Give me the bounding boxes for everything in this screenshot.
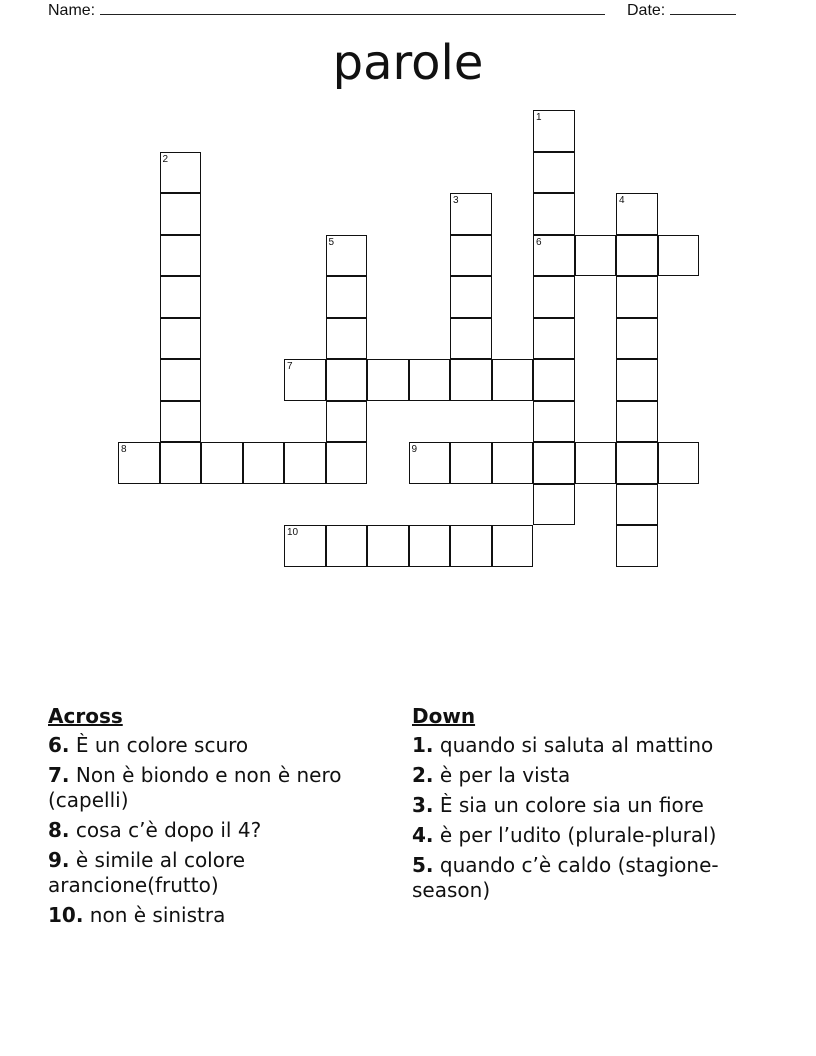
clue-item-text: Non è biondo e non è nero (capelli) <box>48 763 342 812</box>
grid-cell[interactable] <box>616 193 658 235</box>
clue-item-number: 8. <box>48 818 70 842</box>
clue-item-text: È un colore scuro <box>75 733 249 757</box>
grid-cell[interactable] <box>533 235 575 277</box>
grid-cell[interactable] <box>616 359 658 401</box>
clue-item <box>48 818 393 843</box>
grid-cell[interactable] <box>450 235 492 277</box>
clue-number: 7 <box>287 361 293 372</box>
grid-cell[interactable] <box>326 525 368 567</box>
clue-item <box>48 848 393 898</box>
grid-cell[interactable] <box>450 193 492 235</box>
grid-cell[interactable] <box>118 442 160 484</box>
grid-cell[interactable] <box>160 276 202 318</box>
grid-cell[interactable] <box>492 442 534 484</box>
grid-cell[interactable] <box>160 359 202 401</box>
clue-number: 3 <box>453 195 459 206</box>
grid-cell[interactable] <box>616 401 658 443</box>
page-title: parole <box>332 35 484 91</box>
clue-item-text: È sia un colore sia un fiore <box>439 793 704 817</box>
grid-cell[interactable] <box>616 525 658 567</box>
clue-number: 9 <box>411 444 418 455</box>
grid-cell[interactable] <box>450 318 492 360</box>
grid-cell[interactable] <box>284 525 326 567</box>
name-label: Name: <box>48 2 96 19</box>
grid-cell[interactable] <box>326 318 368 360</box>
clue-item-number: 2. <box>412 763 434 787</box>
grid-cell[interactable] <box>450 276 492 318</box>
grid-cell[interactable] <box>243 442 285 484</box>
down-heading: Down <box>412 704 476 728</box>
grid-cell[interactable] <box>658 442 700 484</box>
grid-cell[interactable] <box>533 110 575 152</box>
grid-cell[interactable] <box>533 442 575 484</box>
clue-item-text: quando si saluta al mattino <box>439 733 714 757</box>
grid-cell[interactable] <box>533 318 575 360</box>
across-clue-list <box>48 733 393 928</box>
clue-number: 4 <box>619 195 625 206</box>
across-clues <box>48 702 393 933</box>
clue-item-number: 7. <box>48 763 70 787</box>
clue-number: 8 <box>121 444 127 455</box>
grid-cell[interactable] <box>409 525 451 567</box>
clue-number: 2 <box>162 153 169 165</box>
clue-item-number: 10. <box>48 903 84 927</box>
grid-cell[interactable] <box>533 401 575 443</box>
grid-cell[interactable] <box>450 442 492 484</box>
grid-cell[interactable] <box>533 193 575 235</box>
grid-cell[interactable] <box>326 442 368 484</box>
grid-cell[interactable] <box>450 359 492 401</box>
grid-cell[interactable] <box>326 359 368 401</box>
clue-item-number: 4. <box>412 823 434 847</box>
grid-cell[interactable] <box>367 359 409 401</box>
grid-cell[interactable] <box>616 235 658 277</box>
clue-item <box>48 903 393 928</box>
grid-cell[interactable] <box>575 235 617 277</box>
grid-cell[interactable] <box>616 318 658 360</box>
grid-cell[interactable] <box>326 401 368 443</box>
clue-item-text: è simile al colore arancione(frutto) <box>48 848 246 897</box>
grid-cell[interactable] <box>201 442 243 484</box>
clue-number: 6 <box>536 236 542 248</box>
clue-item-number: 1. <box>412 733 434 757</box>
grid-cell[interactable] <box>160 318 202 360</box>
date-label: Date: <box>627 2 666 19</box>
grid-cell[interactable] <box>160 193 202 235</box>
clue-item-text: è per la vista <box>439 763 571 787</box>
grid-cell[interactable] <box>284 442 326 484</box>
clue-item <box>412 733 752 758</box>
clue-number: 10 <box>287 527 299 538</box>
grid-cell[interactable] <box>533 484 575 526</box>
clue-item-number: 9. <box>48 848 70 872</box>
grid-cell[interactable] <box>658 235 700 277</box>
clue-item-number: 3. <box>412 793 434 817</box>
down-clues <box>412 702 752 908</box>
clue-item-number: 6. <box>48 733 70 757</box>
grid-cell[interactable] <box>160 152 202 194</box>
clue-number: 5 <box>328 236 335 248</box>
grid-cell[interactable] <box>160 235 202 277</box>
clue-item <box>412 763 752 788</box>
grid-cell[interactable] <box>326 276 368 318</box>
clue-number: 1 <box>536 112 542 123</box>
grid-cell[interactable] <box>409 442 451 484</box>
clue-item <box>48 733 393 758</box>
clue-item-text: è per l’udito (plurale-plural) <box>439 823 717 847</box>
down-clue-list <box>412 733 752 903</box>
grid-cell[interactable] <box>616 484 658 526</box>
grid-cell[interactable] <box>616 276 658 318</box>
grid-cell[interactable] <box>450 525 492 567</box>
grid-cell[interactable] <box>616 442 658 484</box>
clue-item-text: quando c’è caldo (stagione-season) <box>412 853 719 902</box>
clue-item <box>412 823 752 848</box>
clue-item <box>412 793 752 818</box>
grid-cell[interactable] <box>533 359 575 401</box>
across-heading: Across <box>48 704 123 728</box>
clue-item-text: cosa c’è dopo il 4? <box>75 818 262 842</box>
grid-cell[interactable] <box>326 235 368 277</box>
grid-cell[interactable] <box>492 525 534 567</box>
grid-cell[interactable] <box>284 359 326 401</box>
grid-cell[interactable] <box>367 525 409 567</box>
grid-cell[interactable] <box>575 442 617 484</box>
grid-cell[interactable] <box>533 152 575 194</box>
grid-cell[interactable] <box>533 276 575 318</box>
clue-item-text: non è sinistra <box>89 903 226 927</box>
grid-cell[interactable] <box>409 359 451 401</box>
clue-item <box>412 853 752 903</box>
clue-item <box>48 763 393 813</box>
grid-cell[interactable] <box>492 359 534 401</box>
grid-cell[interactable] <box>160 442 202 484</box>
clue-item-number: 5. <box>412 853 434 877</box>
grid-cell[interactable] <box>160 401 202 443</box>
